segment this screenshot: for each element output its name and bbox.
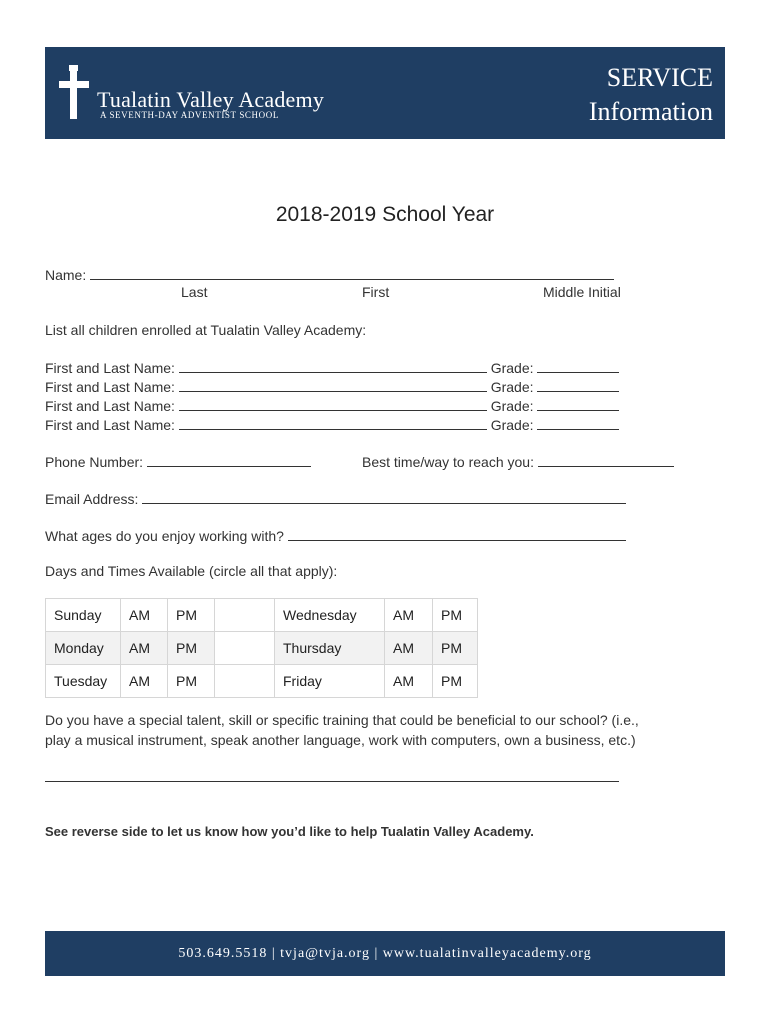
child-name-input-line[interactable]	[179, 377, 487, 392]
best-time-input-line[interactable]	[538, 452, 674, 467]
email-row	[45, 489, 626, 507]
child-name-label: First and Last Name:	[45, 398, 175, 414]
pm-option[interactable]: PM	[168, 665, 215, 698]
talent-question-line2: play a musical instrument, speak another language, work with computers, own a business, etc.)	[45, 732, 636, 748]
child-grade-input-line[interactable]	[537, 377, 619, 392]
child-grade-label: Grade:	[490, 379, 534, 395]
child-name-input-line[interactable]	[179, 415, 487, 430]
day-cell: Wednesday	[275, 599, 385, 632]
footer-banner	[45, 931, 725, 976]
table-row	[46, 632, 478, 665]
best-time-row	[362, 452, 674, 470]
phone-label: Phone Number:	[45, 454, 144, 470]
child-grade-input-line[interactable]	[537, 415, 619, 430]
header-title-line1: SERVICE	[606, 63, 713, 92]
phone-input-line[interactable]	[147, 452, 311, 467]
am-option[interactable]: AM	[385, 665, 433, 698]
child-row	[45, 358, 619, 376]
am-option[interactable]: AM	[121, 599, 168, 632]
school-subtitle: A SEVENTH-DAY ADVENTIST SCHOOL	[100, 110, 279, 120]
footer-contact-text: 503.649.5518 | tvja@tvja.org | www.tualatinvalleyacademy.org	[178, 946, 592, 961]
am-option[interactable]: AM	[385, 632, 433, 665]
name-sub-middle: Middle Initial	[543, 284, 621, 300]
ages-label: What ages do you enjoy working with?	[45, 528, 284, 544]
child-grade-label: Grade:	[490, 417, 534, 433]
table-row	[46, 599, 478, 632]
name-sub-last: Last	[181, 284, 208, 300]
child-name-label: First and Last Name:	[45, 360, 175, 376]
email-input-line[interactable]	[142, 489, 626, 504]
talent-question-line1: Do you have a special talent, skill or specific training that could be beneficial to our school? (i.e.,	[45, 712, 639, 728]
pm-option[interactable]: PM	[433, 632, 478, 665]
name-input-line[interactable]	[90, 265, 614, 280]
child-row	[45, 396, 619, 414]
child-grade-label: Grade:	[490, 360, 534, 376]
am-option[interactable]: AM	[385, 599, 433, 632]
spacer-cell	[215, 632, 275, 665]
spacer-cell	[215, 599, 275, 632]
reverse-side-note: See reverse side to let us know how you’d like to help Tualatin Valley Academy.	[45, 824, 534, 839]
child-grade-input-line[interactable]	[537, 358, 619, 373]
children-prompt: List all children enrolled at Tualatin Valley Academy:	[45, 322, 367, 338]
am-option[interactable]: AM	[121, 665, 168, 698]
email-label: Email Address:	[45, 491, 139, 507]
best-time-label: Best time/way to reach you:	[362, 454, 534, 470]
phone-row	[45, 452, 311, 470]
availability-label: Days and Times Available (circle all that apply):	[45, 563, 338, 579]
child-row	[45, 377, 619, 395]
availability-table	[45, 598, 478, 698]
talent-input-line[interactable]	[45, 781, 619, 782]
table-row	[46, 665, 478, 698]
header-title-line2: Information	[588, 97, 713, 126]
school-year-heading: 2018-2019 School Year	[275, 203, 495, 226]
day-cell: Monday	[46, 632, 121, 665]
child-grade-label: Grade:	[490, 398, 534, 414]
child-name-label: First and Last Name:	[45, 417, 175, 433]
school-name: Tualatin Valley Academy	[97, 87, 325, 112]
pm-option[interactable]: PM	[168, 632, 215, 665]
day-cell: Thursday	[275, 632, 385, 665]
am-option[interactable]: AM	[121, 632, 168, 665]
child-grade-input-line[interactable]	[537, 396, 619, 411]
child-row	[45, 415, 619, 433]
day-cell: Sunday	[46, 599, 121, 632]
child-name-input-line[interactable]	[179, 396, 487, 411]
spacer-cell	[215, 665, 275, 698]
name-label: Name:	[45, 267, 87, 283]
header-banner	[45, 47, 725, 139]
pm-option[interactable]: PM	[168, 599, 215, 632]
day-cell: Tuesday	[46, 665, 121, 698]
name-row	[45, 265, 614, 283]
child-name-input-line[interactable]	[179, 358, 487, 373]
name-sub-first: First	[362, 284, 390, 300]
pm-option[interactable]: PM	[433, 665, 478, 698]
pm-option[interactable]: PM	[433, 599, 478, 632]
day-cell: Friday	[275, 665, 385, 698]
ages-row	[45, 526, 626, 544]
header-title	[589, 61, 713, 129]
ages-input-line[interactable]	[288, 526, 626, 541]
child-name-label: First and Last Name:	[45, 379, 175, 395]
